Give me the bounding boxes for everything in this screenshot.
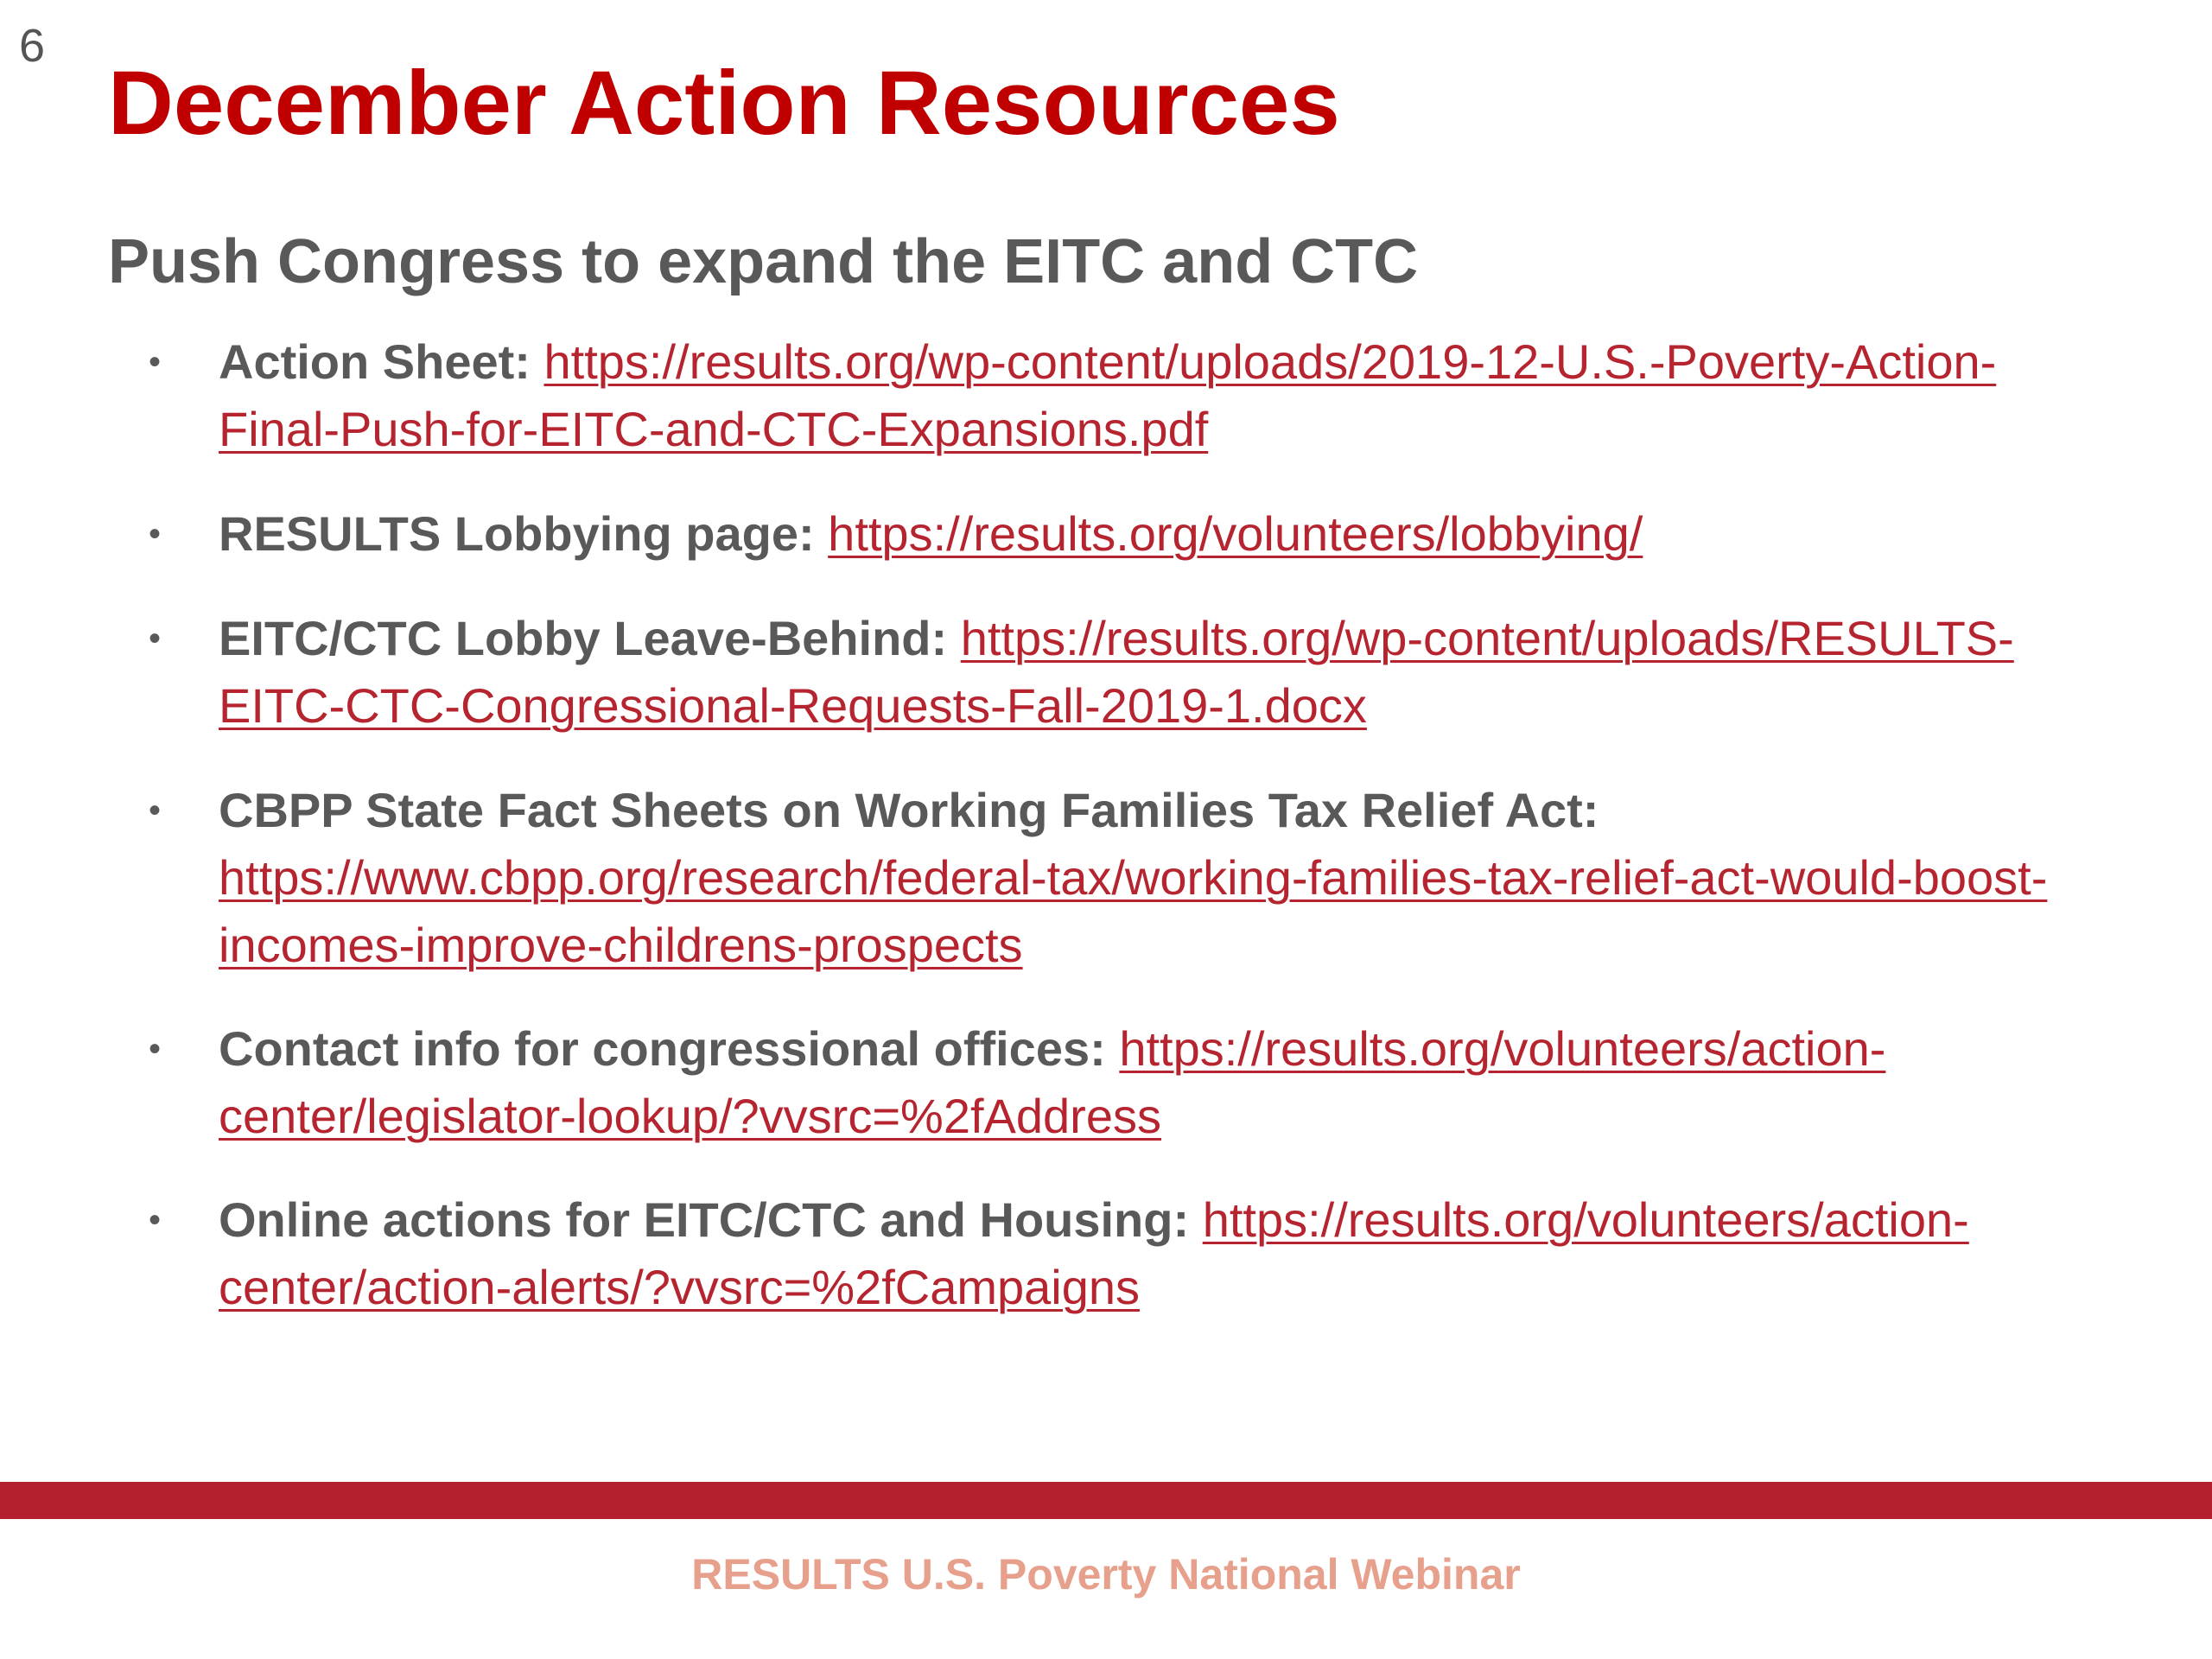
bullet-icon: • xyxy=(149,1201,162,1239)
resource-link-lobbying-page[interactable]: https://results.org/volunteers/lobbying/ xyxy=(828,506,1643,561)
resource-label: Online actions for EITC/CTC and Housing: xyxy=(219,1192,1190,1247)
resource-link-action-sheet-continued[interactable]: Final-Push-for-EITC-and-CTC-Expansions.pdf xyxy=(219,402,1209,456)
bullet-icon: • xyxy=(149,620,162,658)
resource-item-cbpp-fact-sheets xyxy=(0,777,2082,979)
resource-item-online-actions xyxy=(0,1186,2004,1321)
resource-line xyxy=(219,328,1996,396)
slide-subtitle: Push Congress to expand the EITC and CTC xyxy=(108,227,1419,296)
resource-link-leave-behind[interactable]: https://results.org/wp-content/uploads/RESULTS- xyxy=(960,611,2014,665)
resource-link-cbpp-continued[interactable]: incomes-improve-childrens-prospects xyxy=(219,918,1023,972)
resource-link-legislator-lookup-continued[interactable]: center/legislator-lookup/?vvsrc=%2fAddress xyxy=(219,1089,1161,1143)
resource-link-action-alerts-continued[interactable]: center/action-alerts/?vvsrc=%2fCampaigns xyxy=(219,1260,1141,1314)
resource-line xyxy=(219,1186,1969,1254)
resource-label: RESULTS Lobbying page: xyxy=(219,506,815,561)
resource-line xyxy=(219,1083,1885,1150)
bullet-icon: • xyxy=(149,791,162,830)
resource-line xyxy=(219,672,2014,740)
resource-link-cbpp[interactable]: https://www.cbpp.org/research/federal-tax/working-families-tax-relief-act-would-boost- xyxy=(219,850,2048,905)
slide-title: December Action Resources xyxy=(108,53,1340,154)
resource-line xyxy=(219,777,2047,844)
resource-line xyxy=(219,500,1643,568)
resource-line xyxy=(219,1015,1885,1083)
resource-label: CBPP State Fact Sheets on Working Families Tax Relief Act: xyxy=(219,783,1599,837)
footer-bar xyxy=(0,1482,2212,1519)
resource-line xyxy=(219,1254,1969,1321)
resource-link-legislator-lookup[interactable]: https://results.org/volunteers/action- xyxy=(1119,1021,1886,1076)
resource-label: EITC/CTC Lobby Leave-Behind: xyxy=(219,611,948,665)
resource-line xyxy=(219,396,1996,463)
resource-line xyxy=(219,605,2014,672)
resource-item-lobbying-page xyxy=(0,500,1677,568)
resource-link-leave-behind-continued[interactable]: EITC-CTC-Congressional-Requests-Fall-2019-1.docx xyxy=(219,678,1367,733)
resource-link-action-sheet[interactable]: https://results.org/wp-content/uploads/2019-12-U.S.-Poverty-Action- xyxy=(543,334,1997,389)
footer-text: RESULTS U.S. Poverty National Webinar xyxy=(691,1550,1521,1599)
bullet-icon: • xyxy=(149,343,162,381)
resource-label: Action Sheet: xyxy=(219,334,531,389)
resource-item-leave-behind xyxy=(0,605,2049,740)
resource-label: Contact info for congressional offices: xyxy=(219,1021,1106,1076)
bullet-icon: • xyxy=(149,1030,162,1068)
resource-link-action-alerts[interactable]: https://results.org/volunteers/action- xyxy=(1202,1192,1969,1247)
slide-number: 6 xyxy=(19,20,46,72)
resource-line xyxy=(219,844,2047,912)
resource-item-contact-info xyxy=(0,1015,1920,1150)
resource-line xyxy=(219,912,2047,979)
resource-item-action-sheet xyxy=(0,328,2031,463)
bullet-icon: • xyxy=(149,515,162,553)
